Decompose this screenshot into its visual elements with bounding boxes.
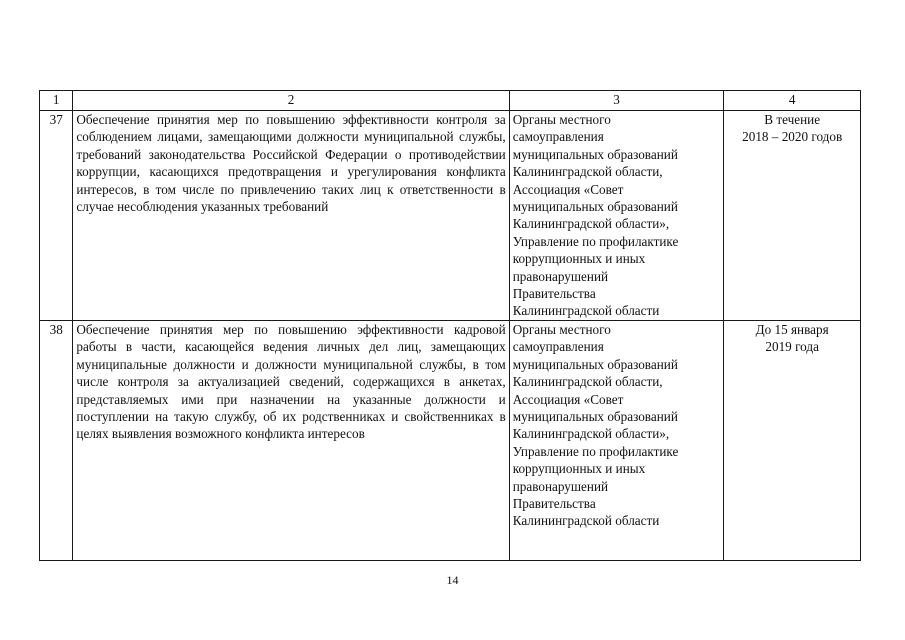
executor-line: муниципальных образований	[512, 199, 678, 215]
executor-line: муниципальных образований	[512, 146, 678, 162]
measure-cell: Обеспечение принятия мер по повышению эффективности контроля за соблюдением лицами, замещающими должности муниципальной службы, требований законодательства Российской Федерации о противодействии коррупции, касающихся предотвращения и урегулирования конфликта интересов, в том числе по привлечению таких лиц к ответственности в случае несоблюдения указанных требований	[73, 111, 509, 321]
table-row	[40, 111, 861, 321]
executor-line: Калининградской области,	[512, 374, 663, 390]
executor-line: Органы местного	[512, 322, 611, 337]
executor-line: Управление по профилактике	[512, 443, 679, 459]
executor-line: Ассоциация «Совет	[512, 391, 624, 407]
page-number: 14	[446, 573, 459, 587]
executor-line: Ассоциация «Совет	[512, 181, 624, 197]
executor-line: муниципальных образований	[512, 409, 678, 425]
table-row	[40, 321, 861, 561]
executor-line: Калининградской области»,	[512, 426, 670, 442]
executor-line: Калининградской области	[512, 513, 660, 529]
header-cell-4: 4	[724, 91, 861, 111]
term-line: 2018 – 2020 годов	[742, 129, 843, 145]
term-cell	[724, 321, 861, 561]
term-line: 2019 года	[765, 339, 819, 355]
executor-line: Правительства	[512, 286, 596, 302]
term-line: До 15 января	[755, 322, 829, 337]
executor-line: самоуправления	[512, 339, 604, 355]
plan-table	[39, 90, 861, 561]
executor-line: Органы местного	[512, 112, 611, 127]
executor-line: самоуправления	[512, 129, 604, 145]
executor-line: коррупционных и иных	[512, 461, 646, 477]
header-cell-1: 1	[40, 91, 73, 111]
row-number-cell: 37	[40, 111, 73, 321]
executor-line: Калининградской области	[512, 303, 660, 319]
row-number-cell: 38	[40, 321, 73, 561]
executor-line: правонарушений	[512, 268, 609, 284]
term-line: В течение	[764, 112, 821, 127]
term-cell	[724, 111, 861, 321]
executor-line: Калининградской области»,	[512, 216, 670, 232]
executor-line: Правительства	[512, 496, 596, 512]
table-header-row	[40, 91, 861, 111]
executors-cell	[509, 111, 724, 321]
executor-line: правонарушений	[512, 478, 609, 494]
executor-line: коррупционных и иных	[512, 251, 646, 267]
measure-cell: Обеспечение принятия мер по повышению эффективности кадровой работы в части, касающейся ведения личных дел лиц, замещающих муниципальные должности и должности муниципальной службы, в том числе контроля за актуализацией сведений, содержащихся в анкетах, представляемых ими при назначении на указанные должности и поступлении на такую службу, об их родственниках и свойственниках в целях выявления возможного конфликта интересов	[73, 321, 509, 561]
header-cell-2: 2	[73, 91, 509, 111]
header-cell-3: 3	[509, 91, 724, 111]
executor-line: муниципальных образований	[512, 356, 678, 372]
executor-line: Калининградской области,	[512, 164, 663, 180]
executors-cell	[509, 321, 724, 561]
executor-line: Управление по профилактике	[512, 233, 679, 249]
